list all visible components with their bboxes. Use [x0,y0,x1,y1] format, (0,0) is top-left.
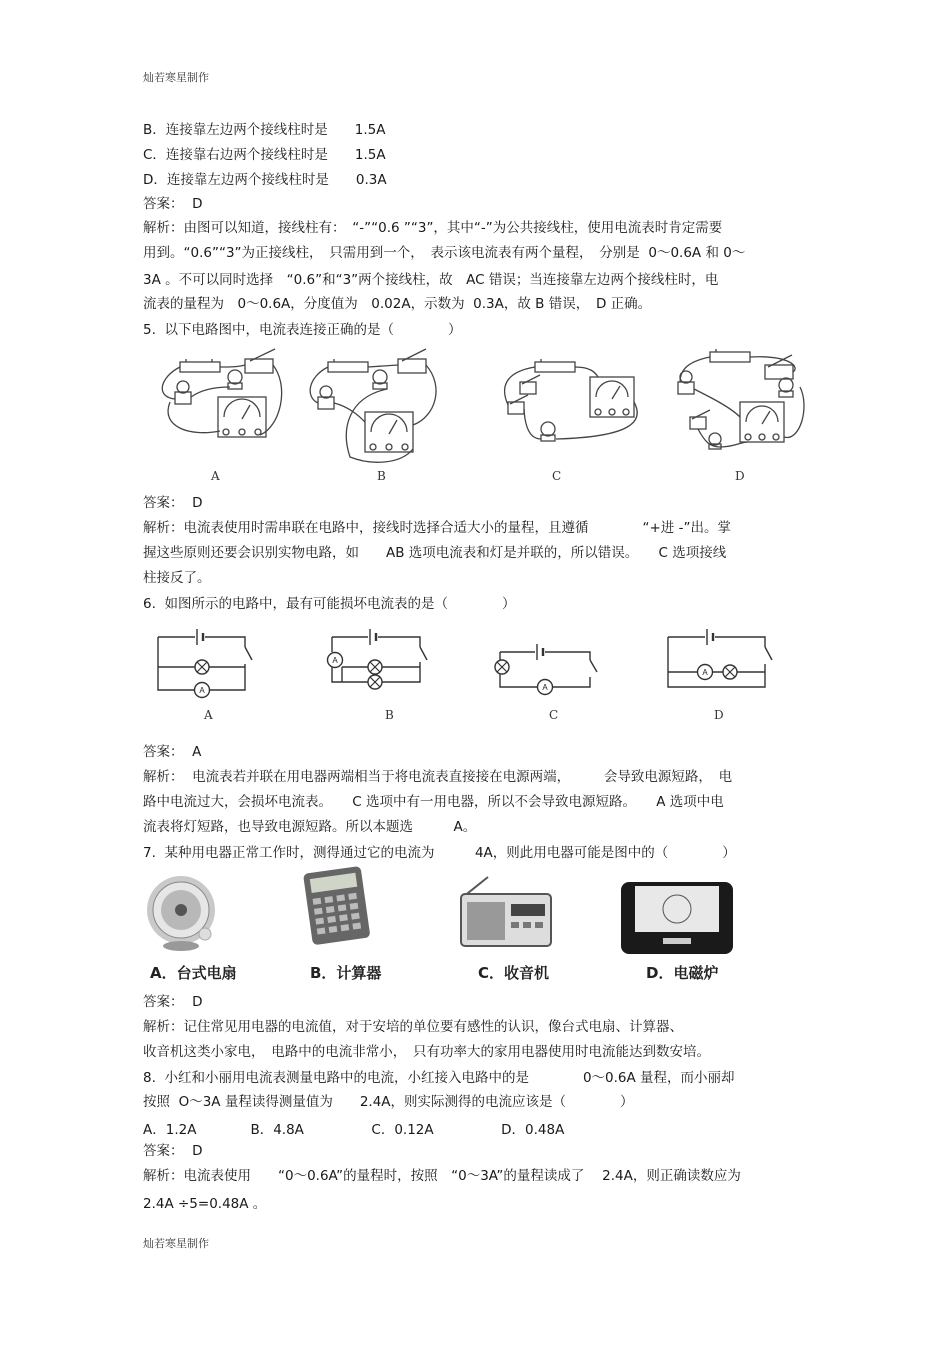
circuit-figure-a [162,349,281,437]
q6-label-a: A [204,708,213,722]
q5-figure [150,347,830,477]
answer-line: 答案： D [143,994,203,1010]
q5-label-a: A [211,469,220,483]
circuit-figure-b [310,349,436,462]
circuit-figure-c [505,359,638,441]
analysis-line: 路中电流过大，会损坏电流表。 C 选项中有一用电器，所以不会导致电源短路。 A 选项中电 [143,794,724,810]
analysis-line: 握这些原则还要会识别实物电路，如 AB 选项电流表和灯是并联的，所以错误。 C 选项接线 [143,545,727,561]
analysis-line: 流表的量程为 0～0.6A，分度值为 0.02A，示数为 0.3A，故 B 错误， D 正确。 [143,296,652,312]
q6-label-b: B [385,708,394,722]
analysis-line: 解析： 电流表若并联在用电器两端相当于将电流表直接接在电源两端， 会导致电源短路， 电 [143,769,733,785]
meter-symbol: A [332,656,338,665]
page-header: 灿若寒星制作 [143,71,209,84]
desk-fan-image [147,876,215,951]
option-c: C．连接靠右边两个接线柱时是 1.5A [143,147,386,163]
page-footer: 灿若寒星制作 [143,1237,209,1250]
analysis-line: 3A 。不可以同时选择 “0.6”和“3”两个接线柱，故 AC 错误；当连接靠左边两个接线柱时，电 [143,272,719,288]
meter-symbol: A [199,686,205,695]
analysis-line: 解析：电流表使用 “0～0.6A”的量程时，按照 “0～3A”的量程读成了 2.4A，则正确读数应为 [143,1168,741,1184]
question-7: 7. 某种用电器正常工作时，测得通过它的电流为 4A，则此用电器可能是图中的（ ） [143,845,736,861]
answer-line: 答案： A [143,744,202,760]
analysis-line: 收音机这类小家电， 电路中的电流非常小， 只有功率大的家用电器使用时电流能达到数安培。 [143,1044,710,1060]
q6-label-c: C [549,708,559,722]
question-5: 5. 以下电路图中，电流表连接正确的是（ ） [143,322,462,338]
answer-line: 答案： D [143,495,203,511]
analysis-line: 解析：由图可以知道，接线柱有： “-”“0.6 ”“3”，其中“-”为公共接线柱，使用电流表时肯定需要 [143,220,723,236]
meter-symbol: A [702,668,708,677]
q6-meter-letters [150,622,810,702]
analysis-line: 解析：电流表使用时需串联在电路中，接线时选择合适大小的量程，且遵循 “+进 -”出。掌 [143,520,731,536]
question-6: 6. 如图所示的电路中，最有可能损坏电流表的是（ ） [143,596,516,612]
analysis-line: 解析：记住常见用电器的电流值，对于安培的单位要有感性的认识，像台式电扇、计算器、 [143,1019,683,1035]
analysis-line: 2.4A ÷5=0.48A 。 [143,1196,267,1212]
answer-line: 答案： D [143,1143,203,1159]
question-8: 按照 O～3A 量程读得测量值为 2.4A，则实际测得的电流应该是（ ） [143,1094,634,1110]
answer-line: 答案： D [143,196,203,212]
radio-image [461,877,551,946]
q7-figure [143,872,763,957]
option-b: B．连接靠左边两个接线柱时是 1.5A [143,122,386,138]
analysis-line: 用到。“0.6”“3”为正接线柱， 只需用到一个， 表示该电流表有两个量程， 分别是 0～0.6A 和 0～ [143,245,746,261]
q5-label-c: C [552,469,562,483]
analysis-line: 柱接反了。 [143,570,211,586]
meter-symbol: A [542,683,548,692]
q6-label-d: D [714,708,724,722]
q7-label-d: D．电磁炉 [646,964,719,982]
q7-label-c: C．收音机 [478,964,550,982]
circuit-figure-d [678,349,804,449]
q7-label-a: A．台式电扇 [150,964,237,982]
calculator-image [303,866,370,945]
q5-label-b: B [377,469,386,483]
q5-label-d: D [735,469,745,483]
induction-cooker-image [621,882,733,954]
analysis-line: 流表将灯短路，也导致电源短路。所以本题选 A。 [143,819,477,835]
question-8: 8. 小红和小丽用电流表测量电路中的电流，小红接入电路中的是 0～0.6A 量程，而小丽却 [143,1070,735,1086]
q8-options: A．1.2A B．4.8A C．0.12A D．0.48A [143,1122,565,1138]
q7-label-b: B．计算器 [310,964,382,982]
option-d: D．连接靠左边两个接线柱时是 0.3A [143,172,387,188]
